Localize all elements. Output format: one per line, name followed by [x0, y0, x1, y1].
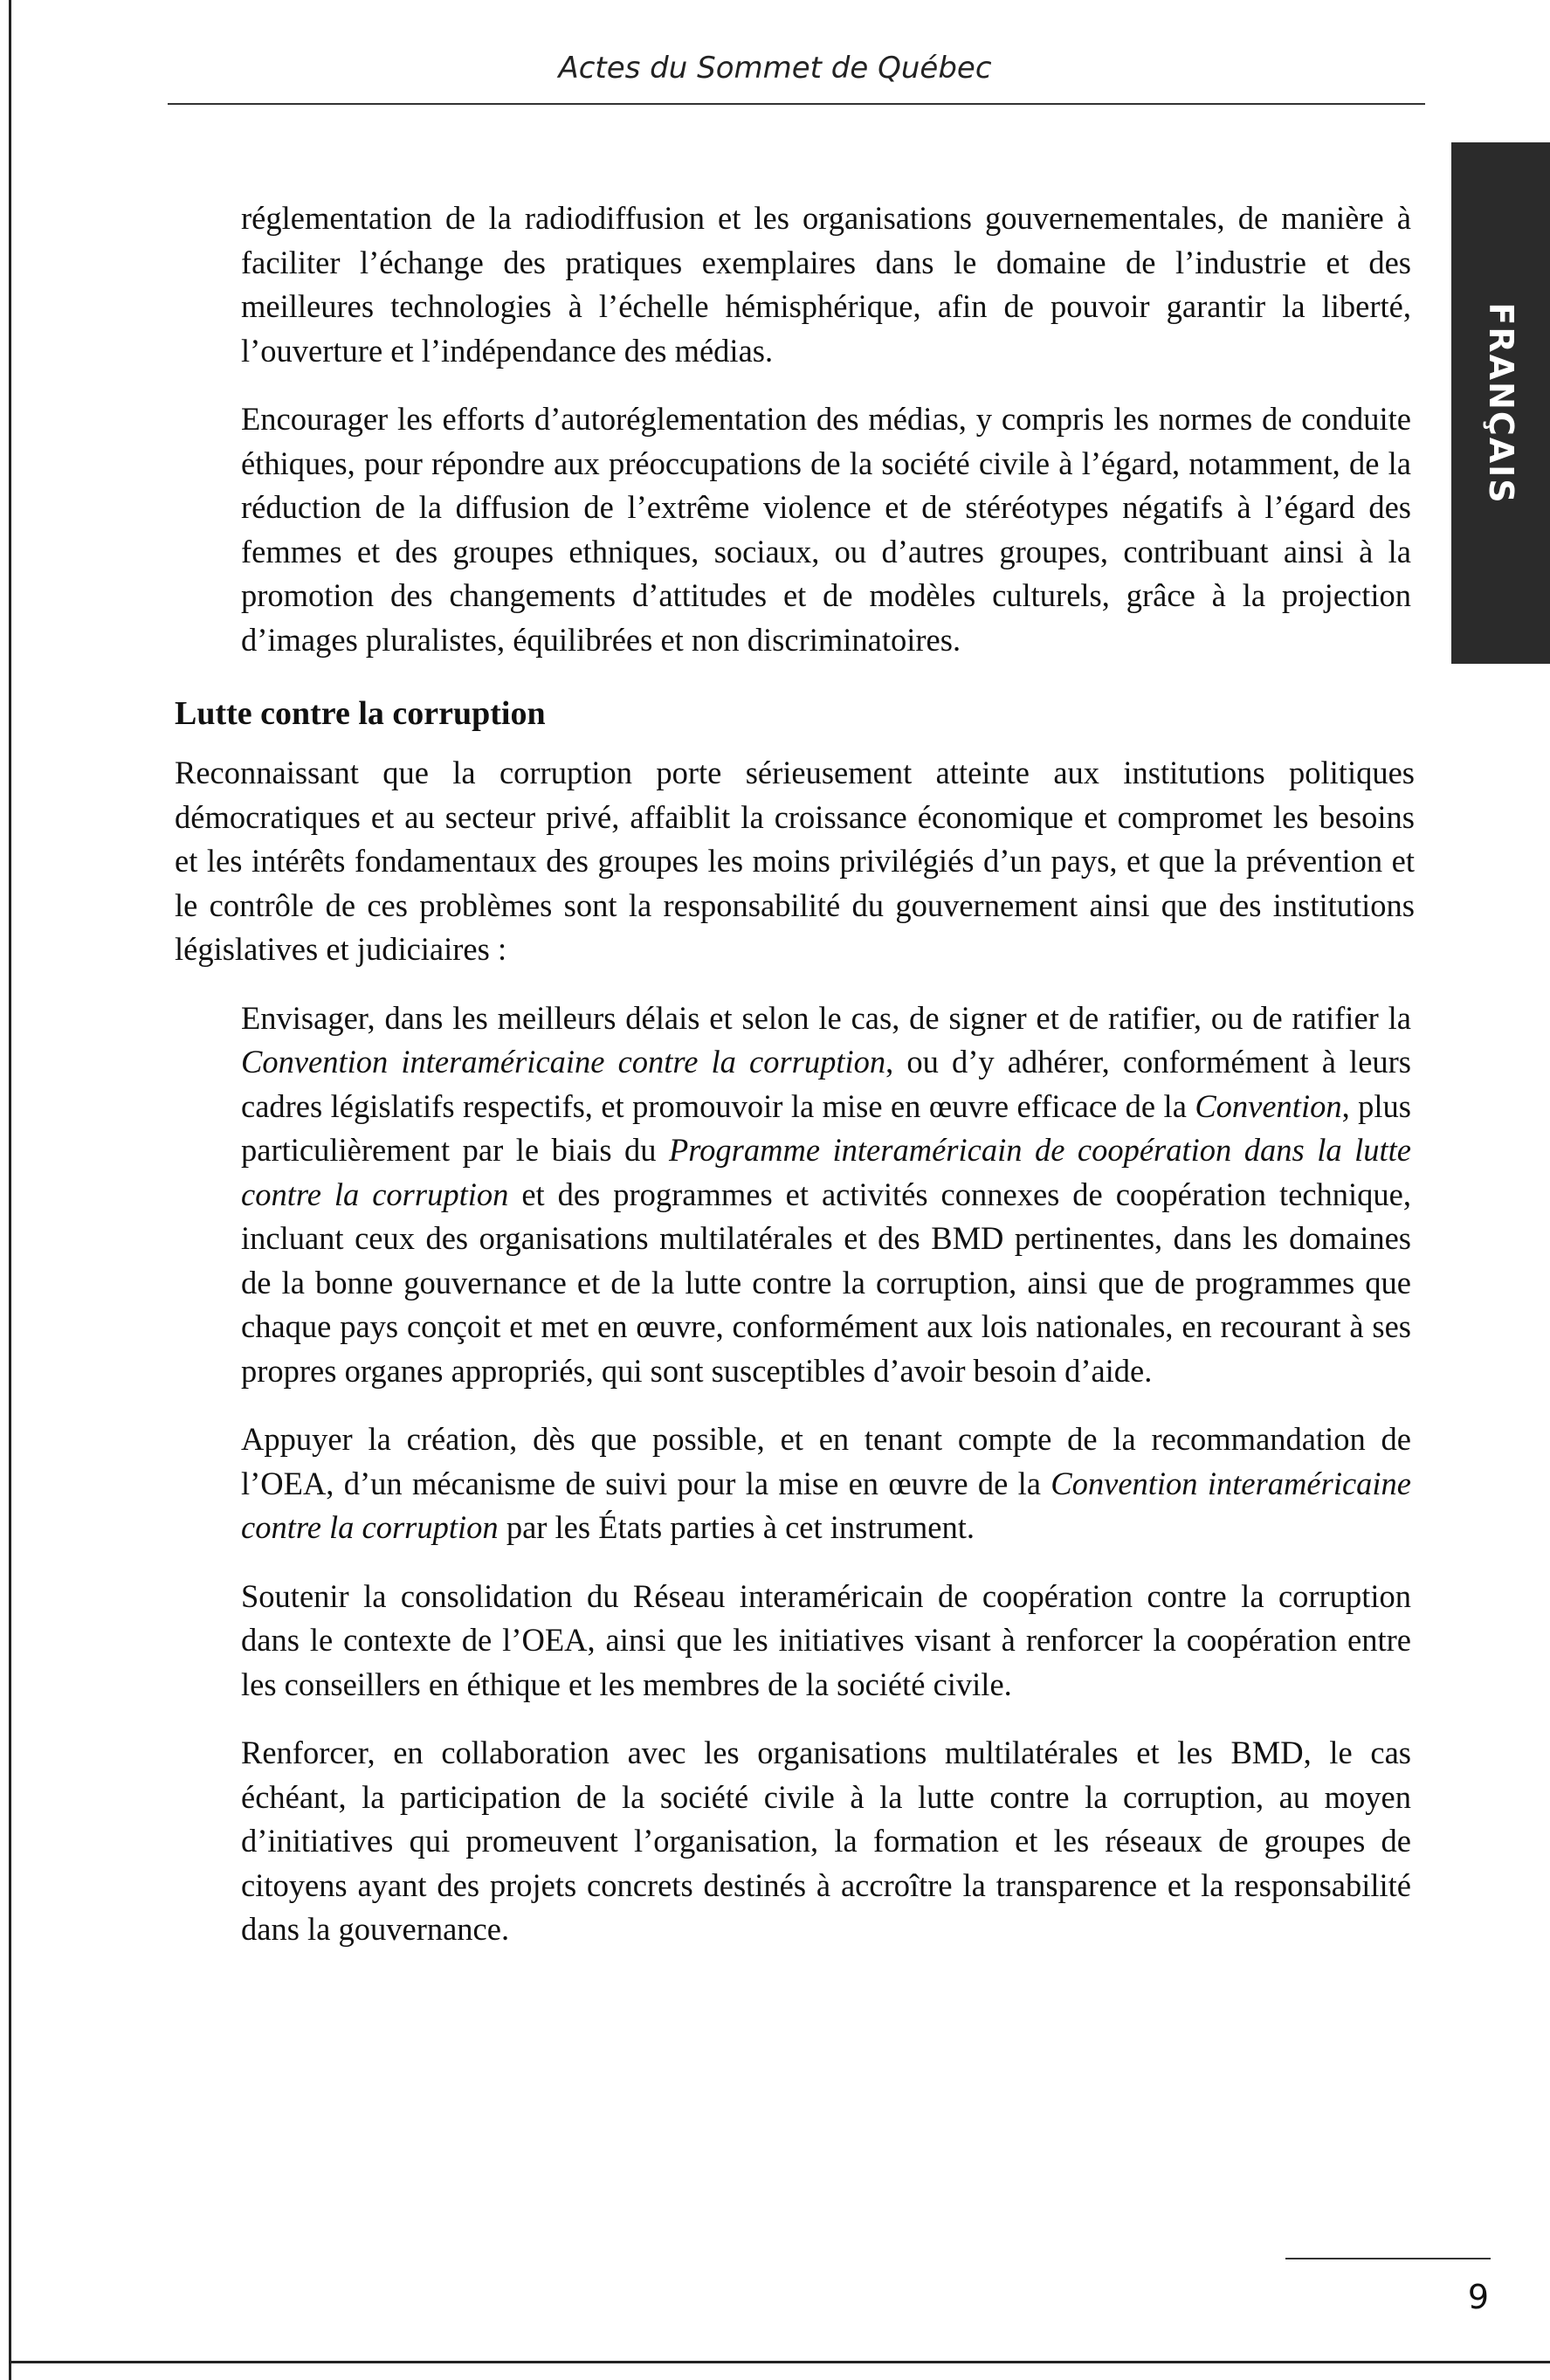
paragraph-corruption-preamble: Reconnaissant que la corruption porte sérieusement atteinte aux institutions politiques démocratiques et au secteur privé, affaiblit la croissance économique et compromet les besoins et les intérêts fondamentaux des groupes les moins privilégiés d’un pays, et que la prévention et le contrôle de ces problèmes sont la responsabilité du gouvernement ainsi que des institutions législatives et judiciaires : — [175, 755, 1415, 967]
paragraph-civil-society-participation: Renforcer, en collaboration avec les organisations multilatérales et les BMD, le cas échéant, la participation de la société civile à la lutte contre la corruption, au moyen d’initiatives qui promeuvent l’organisation, la formation et les réseaux de groupes de citoyens ayant des projets concrets destinés à accroître la transparence et la responsabilité dans la gouvernance. — [241, 1735, 1411, 1947]
footer-rule — [1285, 2258, 1491, 2259]
convention-title: Convention interaméricaine contre la corruption — [241, 1044, 886, 1080]
language-tab — [1451, 142, 1550, 664]
text-run: , ou d’y adhérer, conformément à leurs cadres législatifs respectifs, et promouvoir la mise en œuvre efficace de la — [241, 1044, 1411, 1124]
text-run: par les États parties à cet instrument. — [498, 1509, 975, 1545]
language-tab-label: FRANÇAIS — [1481, 301, 1520, 505]
page-body — [175, 197, 1415, 1952]
text-run: Envisager, dans les meilleurs délais et selon le cas, de signer et de ratifier, ou de ratifier la — [241, 999, 1411, 1036]
paragraph-monitoring-mechanism — [241, 1418, 1411, 1550]
page-number: 9 — [1467, 2278, 1489, 2316]
paragraph-media-self-regulation: Encourager les efforts d’autoréglementation des médias, y compris les normes de conduite éthiques, pour répondre aux préoccupations de la société civile à l’égard, notamment, de la réduction de la diffusion de l’extrême violence et de stéréotypes négatifs à l’égard des femmes et des groupes ethniques, sociaux, ou d’autres groupes, contribuant ainsi à la promotion des changements d’attitudes et de modèles culturels, grâce à la projection d’images pluralistes, équilibrées et non discriminatoires. — [241, 401, 1411, 658]
page-edge-left — [9, 0, 11, 2380]
convention-short-title: Convention — [1195, 1087, 1342, 1124]
header-rule — [168, 103, 1425, 105]
text-run: et des programmes et activités connexes de coopération technique, incluant ceux des organisations multilatérales et des BMD pertinentes, dans les domaines de la bonne gouvernance et de la lutte contre la corruption, ainsi que de programmes que chaque pays conçoit et met en œuvre, conformément aux lois nationales, en recourant à ses propres organes appropriés, qui sont susceptibles d’avoir besoin d’aide. — [241, 1176, 1411, 1389]
programme-title: Programme interaméricain de coopération dans la lutte contre la corruption — [241, 1132, 1411, 1212]
paragraph-media-regulation: réglementation de la radiodiffusion et les organisations gouvernementales, de manière à faciliter l’échange des pratiques exemplaires dans le domaine de l’industrie et des meilleures technologies à l’échelle hémisphérique, afin de pouvoir garantir la liberté, l’ouverture et l’indépendance des médias. — [241, 200, 1411, 369]
section-heading: Lutte contre la corruption — [175, 695, 546, 732]
text-run: , plus particulièrement par le biais du — [241, 1087, 1411, 1168]
page-edge-bottom — [9, 2361, 1550, 2363]
paragraph-convention-ratification — [241, 997, 1411, 1394]
convention-title: Convention interaméricaine contre la corruption — [241, 1465, 1411, 1545]
paragraph-network-consolidation: Soutenir la consolidation du Réseau interaméricain de coopération contre la corruption dans le contexte de l’OEA, ainsi que les initiatives visant à renforcer la coopération entre les conseillers en éthique et les membres de la société civile. — [241, 1577, 1411, 1702]
text-run: Appuyer la création, dès que possible, et en tenant compte de la recommandation de l’OEA, d’un mécanisme de suivi pour la mise en œuvre de la — [241, 1421, 1411, 1501]
running-head: Actes du Sommet de Québec — [558, 51, 992, 86]
